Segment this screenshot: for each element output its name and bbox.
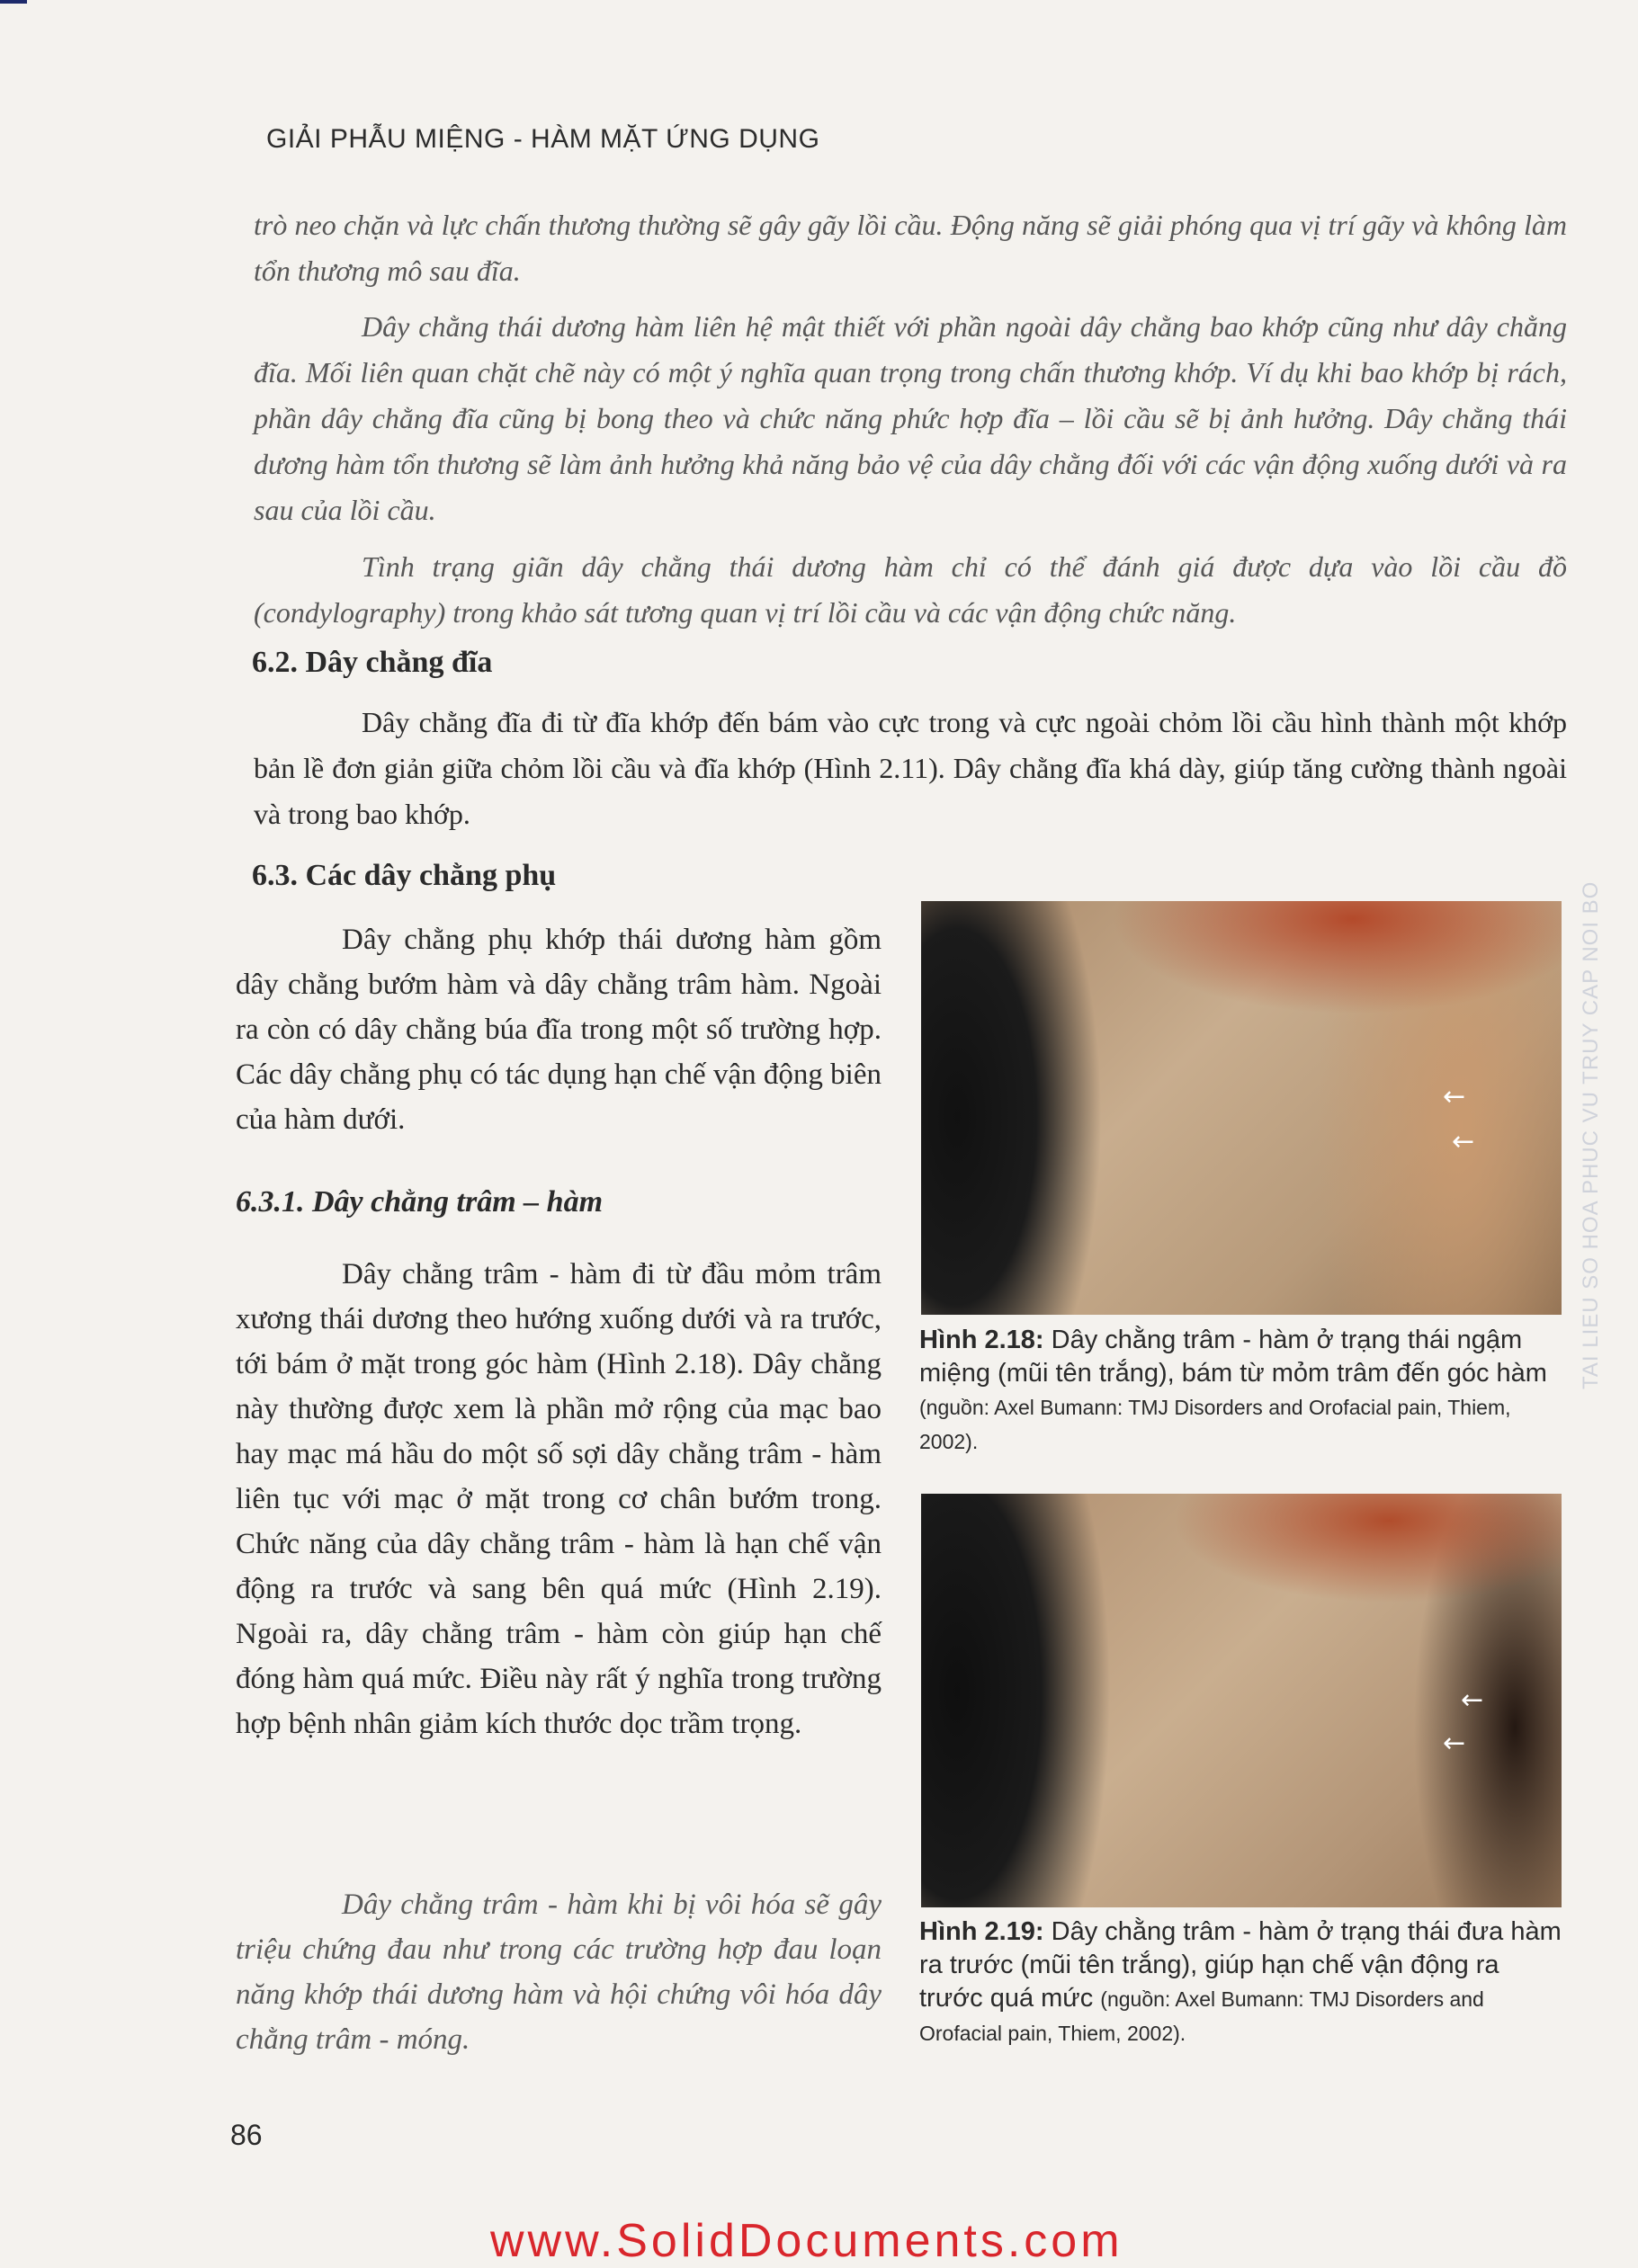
figure-2-18-image [921,901,1562,1315]
caption-source: (nguồn: Axel Bumann: TMJ Disorders and Orofacial pain, Thiem, 2002). [919,1396,1511,1453]
page-number: 86 [230,2119,263,2151]
caption-text: Dây chằng trâm - hàm ở trạng thái đưa hàm ra trước (mũi tên trắng), giúp hạn chế vận động ra trước quá mức [919,1917,1562,2013]
caption-source: (nguồn: Axel Bumann: TMJ Disorders and Orofacial pain, Thiem, 2002). [919,1987,1484,2045]
paragraph-stylomandibular-ligament: Dây chằng trâm - hàm đi từ đầu mỏm trâm xương thái dương theo hướng xuống dưới và ra trước, tới bám ở mặt trong góc hàm (Hình 2.18). Dây chằng này thường được xem là phần mở rộng của mạc bao hay mạc má hầu do một số sợi dây chằng trâm - hàm liên tục với mạc ở mặt trong cơ chân bướm trong. Chức năng của dây chằng trâm - hàm là hạn chế vận động ra trước và sang bên quá mức (Hình 2.19). Ngoài ra, dây chằng trâm - hàm còn giúp hạn chế đóng hàm quá mức. Điều này rất ý nghĩa trong trường hợp bệnh nhân giảm kích thước dọc trầm trọng. [236,1258,882,1740]
side-watermark: TAI LIEU SO HOA PHUC VU TRUY CAP NOI BO [1579,880,1603,1389]
white-arrow-icon: ← [1443,1728,1466,1759]
caption-label: Hình 2.19: [919,1917,1044,1946]
heading-6-3: 6.3. Các dây chằng phụ [252,859,557,892]
paragraph-disc-ligament: Dây chằng đĩa đi từ đĩa khớp đến bám vào cực trong và cực ngoài chỏm lồi cầu hình thành một khớp bản lề đơn giản giữa chỏm lồi cầu và đĩa khớp (Hình 2.11). Dây chằng đĩa khá dày, giúp tăng cường thành ngoài và trong bao khớp. [254,706,1567,830]
corner-mark [0,0,27,4]
caption-text: Dây chằng trâm - hàm ở trạng thái ngậm miệng (mũi tên trắng), bám từ mỏm trâm đến góc hàm [919,1326,1547,1388]
paragraph-continuation: trò neo chặn và lực chấn thương thường sẽ gây gãy lồi cầu. Động năng sẽ giải phóng qua vị trí gãy và không làm tổn thương mô sau đĩa. [254,209,1567,287]
running-head: GIẢI PHẪU MIỆNG - HÀM MẶT ỨNG DỤNG [266,124,820,154]
caption-label: Hình 2.18: [919,1326,1044,1354]
heading-6-2: 6.2. Dây chằng đĩa [252,646,493,679]
footer-url-link[interactable]: www.SolidDocuments.com [490,2215,1123,2267]
white-arrow-icon: ← [1443,1081,1466,1112]
paragraph-condylography: Tình trạng giãn dây chằng thái dương hàm chỉ có thể đánh giá được dựa vào lồi cầu đồ (condylography) trong khảo sát tương quan vị trí lồi cầu và các vận động chức năng. [254,550,1567,629]
paragraph-calcification: Dây chằng trâm - hàm khi bị vôi hóa sẽ gây triệu chứng đau như trong các trường hợp đau loạn năng khớp thái dương hàm và hội chứng vôi hóa dây chằng trâm - móng. [236,1889,882,2056]
heading-6-3-1: 6.3.1. Dây chằng trâm – hàm [236,1185,604,1219]
caption-figure-2-19 [919,1915,1567,2050]
paragraph-temporomandibular-ligament: Dây chằng thái dương hàm liên hệ mật thiết với phần ngoài dây chằng bao khớp cũng như dây chằng đĩa. Mối liên quan chặt chẽ này có một ý nghĩa quan trọng trong chấn thương khớp. Ví dụ khi bao khớp bị rách, phần dây chằng đĩa cũng bị bong theo và chức năng phức hợp đĩa – lồi cầu sẽ bị ảnh hưởng. Dây chằng thái dương hàm tổn thương sẽ làm ảnh hưởng khả năng bảo vệ của dây chằng đối với các vận động xuống dưới và ra sau của lồi cầu. [254,310,1567,526]
paragraph-accessory-ligaments: Dây chằng phụ khớp thái dương hàm gồm dây chằng bướm hàm và dây chằng trâm hàm. Ngoài ra còn có dây chằng búa đĩa trong một số trường hợp. Các dây chằng phụ có tác dụng hạn chế vận động biên của hàm dưới. [236,924,882,1136]
figure-2-19-image [921,1494,1562,1907]
white-arrow-icon: ← [1461,1684,1484,1716]
caption-figure-2-18 [919,1324,1567,1459]
white-arrow-icon: ← [1452,1126,1475,1157]
